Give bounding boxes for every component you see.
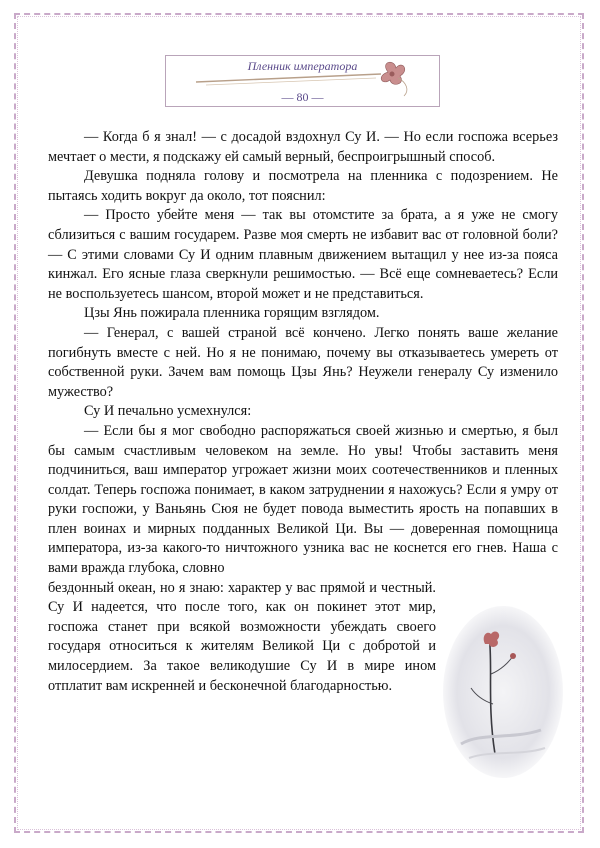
- paragraph: — Когда б я знал! — с досадой вздохнул Су И. — Но если госпожа всерьез мечтает о мести, я подскажу ей самый верный, беспроигрышный способ.: [48, 129, 558, 165]
- book-title: Пленник императора: [247, 59, 358, 73]
- snow-flower-illustration: [441, 604, 566, 780]
- paragraph: — Генерал, с вашей страной всё кончено. Легко понять ваше желание погибнуть вместе с ней. Но я не понимаю, почему вы отказываетесь умереть от собственной руки. Зачем вам помощь Цзы Янь? Неужели генералу Су изменило мужество?: [48, 324, 558, 400]
- paragraph-continuation: бездонный океан, но я знаю: характер у вас прямой и честный. Су И надеется, что после того, как он покинет этот мир, госпожа станет при всякой возможности убеждать своего государя относиться к жителям Великой Ци с добротой и милосердием. За такое великодушие Су И в мире ином отплатит вам искренней и бесконечной благодарностью.: [48, 579, 436, 694]
- page-number: — 80 —: [281, 90, 324, 104]
- running-header: [165, 55, 440, 107]
- paragraph: Цзы Янь пожирала пленника горящим взглядом.: [84, 305, 380, 322]
- paragraph: — Просто убейте меня — так вы отомстите за брата, а я уже не смогу сблизиться с вашим государем. Разве моя смерть не избавит вас от головной боли? — С этими словами Су И одним плавным движением вытащил у нее из-за пояса кинжал. Его ясные глаза сверкнули решимостью. — Всё еще сомневаетесь? Если не воспользуетесь шансом, второй может и не представиться.: [48, 207, 558, 302]
- paragraph: Девушка подняла голову и посмотрела на пленника с подозрением. Не пытаясь ходить вокруг да около, тот пояснил:: [48, 168, 558, 204]
- paragraph: — Если бы я мог свободно распоряжаться своей жизнью и смертью, я был бы самым счастливым человеком на земле. Но увы! Чтобы заставить меня подчиниться, ваш император угрожает жизни моих соотечественников и пленных солдат. Теперь госпожа понимает, в каком затруднении я нахожусь? Если я умру от руки госпожи, у Ваньянь Сюя не будет повода выместить ярость на попавших в плен воинах и мирных подданных Великой Ци. Вы — доверенная помощница императора, из-за какого-то ничтожного узника вас не коснется его гнев. Наша с вами вражда глубока, словно: [48, 422, 558, 577]
- paragraph: Су И печально усмехнулся:: [84, 403, 252, 420]
